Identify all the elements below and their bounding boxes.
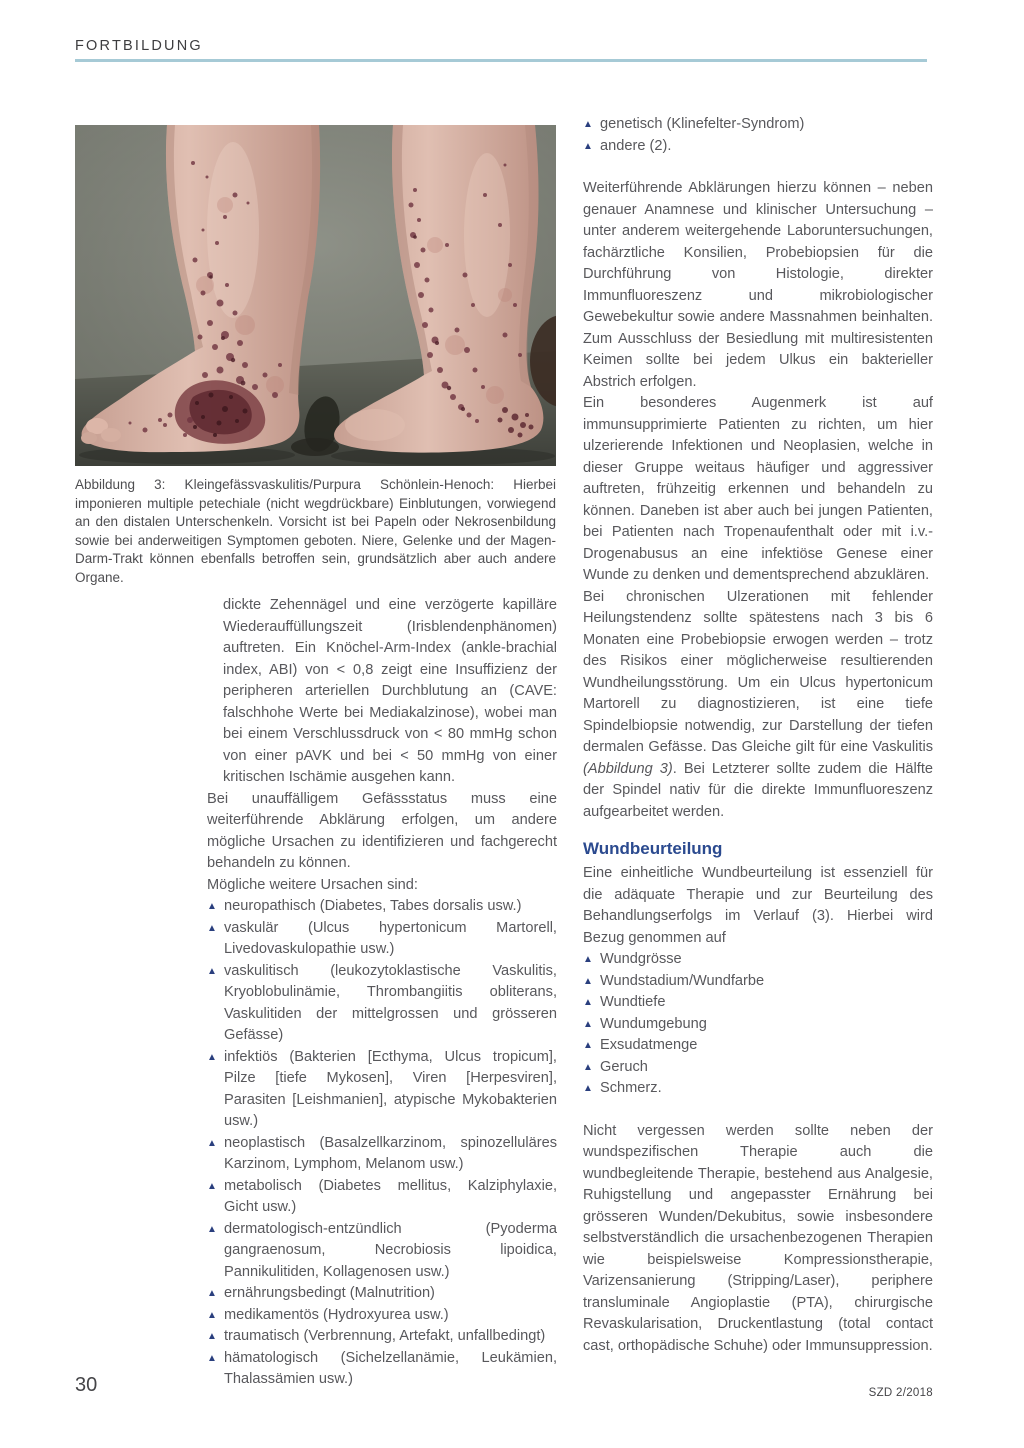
triangle-bullet-icon: ▲ bbox=[207, 901, 217, 912]
list-item bbox=[207, 1305, 557, 1327]
paragraph: Eine einheitliche Wundbeurteilung ist essenziell für die adäquate Therapie und zur Beurteilung des Behandlungserfolgs im Verlauf (3). Hierbei wird Bezug genommen auf bbox=[583, 865, 933, 946]
list-item-text: traumatisch (Verbrennung, Artefakt, unfallbedingt) bbox=[224, 1328, 546, 1344]
list-item bbox=[207, 1176, 557, 1219]
clinical-photo-legs-purpura bbox=[75, 125, 556, 466]
paragraph-spacer bbox=[583, 157, 933, 178]
list-item bbox=[207, 1283, 557, 1305]
paragraph: Bei unauffälligem Gefässstatus muss eine weiterführende Abklärung erfolgen, um andere mögliche Ursachen zu identifizieren und fachgerecht behandeln zu können. bbox=[207, 790, 557, 871]
list-item bbox=[207, 1133, 557, 1176]
list-item bbox=[583, 1057, 933, 1079]
triangle-bullet-icon: ▲ bbox=[207, 1352, 217, 1364]
list-item bbox=[207, 1326, 557, 1348]
list-item-text: metabolisch (Diabetes mellitus, Kalziphylaxie, Gicht usw.) bbox=[224, 1177, 557, 1215]
list-item-text: vaskulitisch (leukozytoklastische Vaskulitis, Kryoblobulinämie, Thrombangiitis obliterans, Vaskulitiden der mittelgrossen und grösseren Gefässe) bbox=[224, 962, 557, 1043]
list-item bbox=[583, 971, 933, 993]
page-number: 30 bbox=[75, 1374, 98, 1396]
triangle-bullet-icon: ▲ bbox=[583, 1018, 593, 1030]
italic-reference: (Abbildung 3) bbox=[583, 760, 673, 777]
list-item bbox=[583, 1014, 933, 1036]
triangle-bullet-icon: ▲ bbox=[207, 1051, 217, 1063]
section-kicker: FORTBILDUNG bbox=[75, 38, 203, 54]
list-item bbox=[207, 918, 557, 961]
list-item-text: Schmerz. bbox=[600, 1080, 662, 1096]
triangle-bullet-icon: ▲ bbox=[583, 119, 593, 130]
triangle-bullet-icon: ▲ bbox=[207, 965, 217, 977]
list-item bbox=[583, 136, 933, 158]
journal-issue-label: SZD 2/2018 bbox=[868, 1387, 933, 1399]
triangle-bullet-icon: ▲ bbox=[583, 1083, 593, 1094]
list-intro: Mögliche weitere Ursachen sind: bbox=[207, 876, 418, 893]
list-item-text: neuropathisch (Diabetes, Tabes dorsalis usw.) bbox=[224, 898, 522, 914]
section-heading: Wundbeurteilung bbox=[583, 839, 723, 858]
list-item-text: hämatologisch (Sichelzellanämie, Leukämien, Thalassämien usw.) bbox=[224, 1349, 557, 1387]
list-item bbox=[207, 961, 557, 1047]
triangle-bullet-icon: ▲ bbox=[207, 1137, 217, 1149]
triangle-bullet-icon: ▲ bbox=[207, 1288, 217, 1299]
causes-list-continued bbox=[583, 114, 933, 157]
list-item-text: Wundtiefe bbox=[600, 994, 666, 1010]
triangle-bullet-icon: ▲ bbox=[207, 1309, 217, 1321]
paragraph: Ein besonderes Augenmerk ist auf immunsupprimierte Patienten zu richten, um hier ulzerierende Infektionen und Neoplasien, welche in dieser Gruppe weitaus häufiger und aggressiver auftreten, frühzeitig erkennen und behandeln zu können. Daneben ist aber auch bei jungen Patienten, bei Patienten nach Tropenaufenthalt oder mit i.v.-Drogenabusus an eine infektiöse Genese einer Wunde zu denken und dementsprechend abzuklären. bbox=[583, 395, 933, 583]
list-item bbox=[207, 896, 557, 918]
paragraph-text: . Bei Letzterer sollte zudem die Hälfte der Spindel nativ für die direkte Immunfluoreszenz aufgearbeitet werden. bbox=[583, 760, 933, 820]
list-item-text: andere (2). bbox=[600, 137, 672, 154]
list-item bbox=[583, 1078, 933, 1100]
triangle-bullet-icon: ▲ bbox=[583, 997, 593, 1008]
list-item bbox=[583, 114, 933, 136]
triangle-bullet-icon: ▲ bbox=[207, 922, 217, 934]
triangle-bullet-icon: ▲ bbox=[207, 1331, 217, 1342]
list-item bbox=[583, 992, 933, 1014]
list-item bbox=[207, 1047, 557, 1133]
kicker-rule bbox=[75, 59, 927, 62]
list-item-text: Wundgrösse bbox=[600, 951, 682, 967]
list-item-text: vaskulär (Ulcus hypertonicum Martorell, Livedovaskulopathie usw.) bbox=[224, 919, 557, 957]
list-item bbox=[583, 1035, 933, 1057]
list-item-text: genetisch (Klinefelter-Syndrom) bbox=[600, 116, 805, 132]
list-item-text: infektiös (Bakterien [Ecthyma, Ulcus tropicum], Pilze [tiefe Mykosen], Viren [Herpesviren], Parasiten [Leishmanien], atypische Mykobakterien usw.) bbox=[224, 1048, 557, 1129]
list-item-text: medikamentös (Hydroxyurea usw.) bbox=[224, 1306, 449, 1323]
left-column bbox=[207, 595, 557, 1391]
paragraph: Nicht vergessen werden sollte neben der wundspezifischen Therapie auch die wundbegleitende Therapie, bestehend aus Analgesie, Ruhigstellung und angepasster Ernährung bei grösseren Wunden/Dekubitus, sowie insbesondere selbstverständlich die ursachenbezogenen Therapien wie beispielsweise Kompressionstherapie, Varizensanierung (Stripping/Laser), periphere transluminale Angioplastie (PTA), chirurgische Revaskularisation, Druckentlastung (total contact cast, orthopädische Schuhe) oder Immunsuppression. bbox=[583, 1122, 933, 1354]
list-item-text: Geruch bbox=[600, 1058, 648, 1075]
triangle-bullet-icon: ▲ bbox=[583, 975, 593, 987]
paragraph bbox=[583, 587, 933, 824]
list-item-text: Exsudatmenge bbox=[600, 1037, 698, 1053]
list-item-text: dermatologisch-entzündlich (Pyoderma gangraenosum, Necrobiosis lipoidica, Pannikulitiden, Kollagenosen usw.) bbox=[224, 1220, 557, 1280]
list-item-text: Wundumgebung bbox=[600, 1015, 707, 1032]
list-item bbox=[207, 1348, 557, 1391]
list-item-text: neoplastisch (Basalzellkarzinom, spinozelluläres Karzinom, Lymphom, Melanom usw.) bbox=[224, 1134, 557, 1172]
triangle-bullet-icon: ▲ bbox=[583, 1040, 593, 1051]
continuation-paragraph: dickte Zehennägel und eine verzögerte kapilläre Wiederauffüllungszeit (Irisblendenphänomen) auftreten. Ein Knöchel-Arm-Index (ankle-brachial index, ABI) von < 0,8 zeigt eine Insuffizienz der peripheren arteriellen Durchblutung an (CAVE: falschhohe Werte bei Mediakalzinose), wobei man bei einem Verschlussdruck von < 80 mmHg schon von einer pAVK und bei < 50 mmHg von einer kritischen Ischämie ausgehen kann. bbox=[223, 597, 557, 785]
list-item bbox=[583, 949, 933, 971]
paragraph: Weiterführende Abklärungen hierzu können – neben genauer Anamnese und klinischer Untersuchung – unter anderem weitergehende Laboruntersuchungen, fachärztliche Konsilien, Probebiopsien für die Durchführung von Histologie, direkter Immunfluoreszenz und mikrobiologischer Gewebekultur sowie andere Massnahmen beinhalten. Zum Ausschluss der Besiedlung mit multiresistenten Keimen sollte bei jedem Ulkus ein bakterieller Abstrich erfolgen. bbox=[583, 180, 933, 390]
triangle-bullet-icon: ▲ bbox=[583, 140, 593, 152]
paragraph-text: Bei chronischen Ulzerationen mit fehlender Heilungstendenz sollte spätestens nach 3 bis 6 Monaten eine Probebiopsie erwogen werden – trotz des Risikos einer möglicherweise resultierenden Wundheilungsstörung. Um ein Ulcus hypertonicum Martorell zu diagnostizieren, ist eine tiefe Spindelbiopsie notwendig, zur Darstellung der tiefen dermalen Gefässe. Das Gleiche gilt für eine Vaskulitis bbox=[583, 588, 933, 755]
paragraph-spacer bbox=[583, 1100, 933, 1121]
triangle-bullet-icon: ▲ bbox=[207, 1180, 217, 1192]
triangle-bullet-icon: ▲ bbox=[583, 1061, 593, 1073]
triangle-bullet-icon: ▲ bbox=[583, 954, 593, 965]
list-item bbox=[207, 1219, 557, 1284]
causes-list bbox=[207, 896, 557, 1391]
triangle-bullet-icon: ▲ bbox=[207, 1223, 217, 1235]
figure-caption: Abbildung 3: Kleingefässvaskulitis/Purpura Schönlein-Henoch: Hierbei imponieren multiple petechiale (nicht wegdrückbare) Einblutungen, vorwiegend an den distalen Unterschenkeln. Vorsicht ist bei Papeln oder Nekrosenbildung sowie bei anderweitigen Symptomen geboten. Niere, Gelenke und der Magen-Darm-Trakt können ebenfalls betroffen sein, grundsätzlich aber auch andere Organe. bbox=[75, 477, 556, 585]
list-item-text: ernährungsbedingt (Malnutrition) bbox=[224, 1285, 435, 1301]
criteria-list bbox=[583, 949, 933, 1100]
list-item-text: Wundstadium/Wundfarbe bbox=[600, 972, 765, 989]
right-column bbox=[583, 114, 933, 1357]
figure-abbildung-3 bbox=[75, 125, 556, 588]
